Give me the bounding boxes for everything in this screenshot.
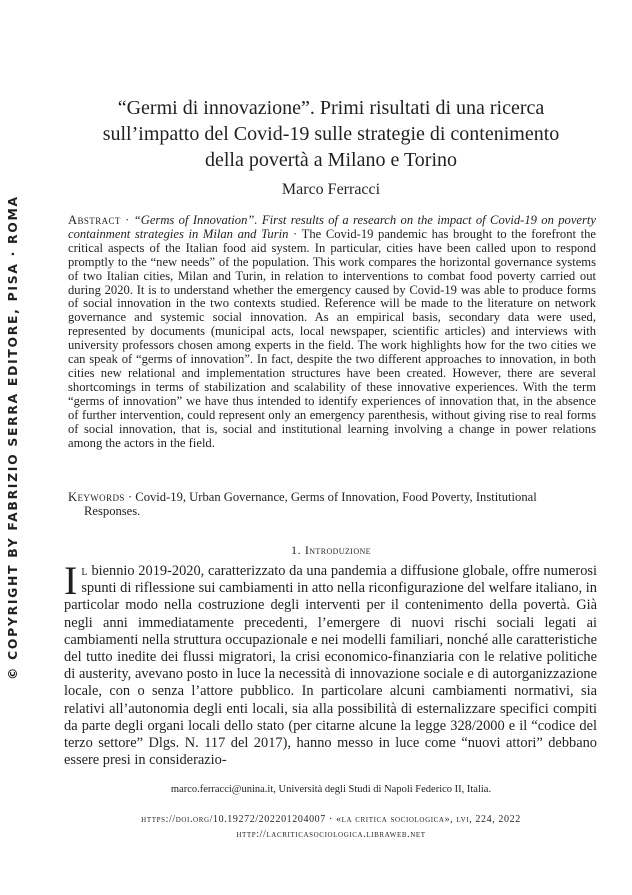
section-heading [66,543,596,558]
abstract-text: The Covid-19 pandemic has brought to the forefront the critical aspects of the Italian food aid system. In particular, cities have been called upon to respond promptly to the “new needs” of the population. This work compares the horizontal governance systems of two Italian cities, Milan and Turin, in relation to interventions to combat food poverty carried out during 2020. It is to understand whether the emergency caused by Covid-19 was able to produce forms of social innovation in the two contexts studied. Reference will be made to the literature on network governance and systemic social innovation. As an empirical basis, secondary data were used, represented by documents (municipal acts, local newspaper, scientific articles) and interviews with university professors chosen among experts in the field. The work highlights how for the two cities we can speak of “germs of innovation”. In fact, despite the two different approaches to innovation, in both cities new relational and implementation structures have been created. However, there are several shortcomings in terms of stabilization and scalability of these innovative experiences. With the term “germs of innovation” we have thus intended to identify experiences of innovation that, in the absence of further intervention, could represent only an emergency parenthesis, without giving rise to real forms of social innovation, that is, social and institutional learning involving a change in power relations among the actors in the field. [68,226,597,450]
abstract-label: Abstract [68,213,121,227]
doi-line: https://doi.org/10.19272/202201204007 · «la critica sociologica», lvi, 224, 2022 [141,814,521,825]
paragraph-text: biennio 2019-2020, caratterizzato da una pandemia a diffusione globale, offre numerosi spunti di riflessione sui cambiamenti in atto nella riconfigurazione del welfare italiano, in particolar modo nella costruzione degli interventi per il contenimento della povertà. Già negli anni immediatamente precedenti, l’emergere di nuovi rischi sociali legati ai cambiamenti nella struttura occupazionale e nei modelli familiari, nonché alle caratteristiche del tutto inedite dei flussi migratori, la crisi economico-finanziaria con le relative politiche di austerity, avevano posto in luce la necessità di innovazione sociale e di autorganizzazione locale, con o senza l’attore pubblico. In particolare alcuni cambiamenti normativi, sia relativi all’autonomia degli enti locali, sia alla possibilità di esternalizzare specifici compiti da parte degli organi locali dello stato (per citarne alcune la legge 328/2000 e il “codice del terzo settore” Dlgs. N. 117 del 2017), hanno messo in luce come “nuovi attori” debbano essere presi in considerazio- [64,563,597,769]
abstract-separator: · [288,226,302,241]
journal-url: http://lacriticasociologica.libraweb.net [236,829,426,840]
abstract-separator: · [120,213,134,227]
page-footer [66,812,596,842]
title-line: della povertà a Milano e Torino [204,149,458,171]
section-title: Introduzione [304,543,371,557]
author-name: Marco Ferracci [281,181,381,198]
drop-cap: I [64,558,78,603]
abstract [68,214,596,450]
lead-letter: l [81,563,88,579]
title-line: “Germi di innovazione”. Primi risultati di una ricerca [117,97,545,119]
section-number: 1. [291,543,302,557]
body-paragraph [64,558,597,769]
keywords-text: Covid-19, Urban Governance, Germs of Innovation, Food Poverty, Institutional Responses. [84,490,537,518]
keywords-separator: · [124,490,136,504]
abstract-english-title: “Germs of Innovation”. First results of a research on the impact of Covid-19 on poverty containment strategies in Milan and Turin [68,213,596,241]
title-line: sull’impatto del Covid-19 sulle strategie di contenimento [102,123,560,145]
keywords-label: Keywords [68,490,125,504]
author-footnote: marco.ferracci@unina.it, Università degli Studi di Napoli Federico II, Italia. [170,784,492,795]
article-title [66,95,596,173]
copyright-notice: © COPYRIGHT BY FABRIZIO SERRA EDITORE, PISA · ROMA [5,195,20,680]
keywords [68,490,596,518]
